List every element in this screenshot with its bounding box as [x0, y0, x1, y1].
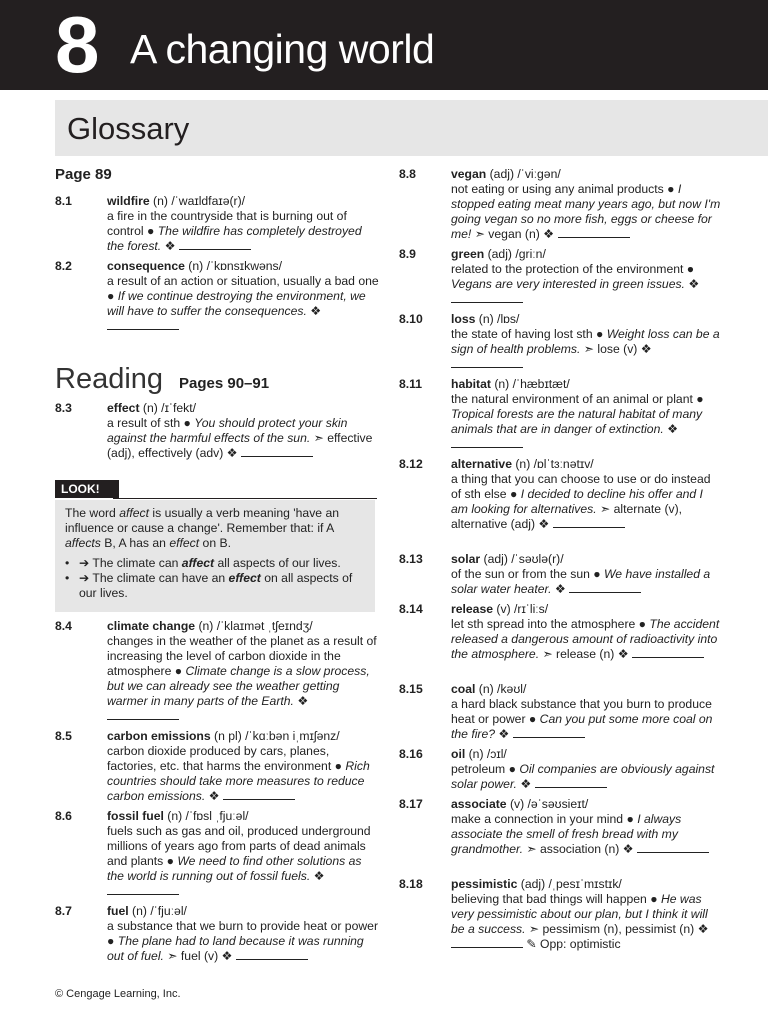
pronunciation: (adj) /ˈviːɡən/ [486, 167, 561, 181]
entry-number: 8.3 [55, 401, 72, 415]
chapter-header [0, 0, 768, 90]
headword: vegan [451, 167, 487, 181]
glossary-band [55, 100, 768, 156]
headword: carbon emissions [107, 729, 211, 743]
reading-pages: Pages 90–91 [179, 375, 270, 392]
pronunciation: (adj) /ˌpesɪˈmɪstɪk/ [517, 877, 622, 891]
entry-number: 8.2 [55, 259, 72, 273]
look-text: The word affect is usually a verb meaning 'have an influence or cause a change'. Remember that: if A affects B, A has an effect on B. [65, 506, 340, 550]
headword: wildfire [107, 194, 150, 208]
pronunciation: (n) /ˈklaɪmət ˌtʃeɪndʒ/ [195, 619, 313, 633]
headword: release [451, 602, 494, 616]
entry-body [451, 797, 723, 857]
answer-blank[interactable] [535, 777, 607, 788]
entry-body [451, 247, 723, 307]
definition: the state of having lost sth ● [451, 327, 607, 341]
headword: coal [451, 682, 476, 696]
related-forms: ➣ effective (adj), effectively (adv) ❖ [107, 431, 373, 460]
related-forms: ❖ [684, 277, 700, 291]
definition: a thing that you can choose to use or do instead of sth else ● [451, 472, 711, 501]
chapter-title: A changing world [130, 26, 435, 72]
entry-number: 8.16 [399, 747, 423, 761]
entry-number: 8.11 [399, 377, 423, 391]
related-forms: ❖ [161, 239, 179, 253]
example: You should protect your skin against the harmful effects of the sun. [107, 416, 348, 445]
headword: climate change [107, 619, 196, 633]
definition: a result of an action or situation, usually a bad one ● [107, 274, 379, 303]
answer-blank[interactable] [107, 709, 179, 720]
entry-body [451, 167, 723, 242]
answer-blank[interactable] [513, 727, 585, 738]
definition: make a connection in your mind ● [451, 812, 638, 826]
answer-blank[interactable] [241, 446, 313, 457]
example: He was very pessimistic about our plan, but I think it will be a success. [451, 892, 708, 936]
entry-body [107, 259, 379, 334]
definition: carbon dioxide produced by cars, planes, factories, etc. that harms the environment ● [107, 744, 346, 773]
entry-number: 8.10 [399, 312, 423, 326]
pronunciation: (n) /lɒs/ [475, 312, 520, 326]
pronunciation: (n) /ɔɪl/ [465, 747, 507, 761]
answer-blank[interactable] [107, 884, 179, 895]
related-forms: ➣ lose (v) ❖ [580, 342, 652, 356]
example: I stopped eating meat many years ago, but now I'm going vegan so no more fish, eggs or cheese for me! [451, 182, 721, 241]
entry-body [451, 312, 723, 372]
pronunciation: (n) /kəʊl/ [475, 682, 527, 696]
entry-body [107, 401, 379, 461]
headword: fuel [107, 904, 129, 918]
headword: pessimistic [451, 877, 518, 891]
related-forms: ➣ association (n) ❖ [523, 842, 637, 856]
example: Weight loss can be a sign of health problems. [451, 327, 720, 356]
headword: consequence [107, 259, 185, 273]
entry-body [107, 194, 379, 254]
example: Vegans are very interested in green issues. [451, 277, 685, 291]
entry-body [451, 457, 723, 532]
answer-blank[interactable] [223, 789, 295, 800]
pronunciation: (adj) /ɡriːn/ [484, 247, 546, 261]
headword: solar [451, 552, 481, 566]
related-forms: ❖ [663, 422, 679, 436]
example: The wildfire has completely destroyed the forest. [107, 224, 362, 253]
definition: not eating or using any animal products ● [451, 182, 678, 196]
chapter-number: 8 [55, 0, 100, 89]
entry-body [451, 682, 723, 742]
entry-body [451, 602, 723, 662]
entry-body [107, 904, 379, 964]
page-label: Page 89 [55, 166, 112, 183]
related-forms: ➣ release (n) ❖ [539, 647, 633, 661]
answer-blank[interactable] [451, 437, 523, 448]
definition: petroleum ● [451, 762, 520, 776]
pronunciation: (n) /ˈfjuːəl/ [128, 904, 187, 918]
entry-body [451, 377, 723, 452]
answer-blank[interactable] [236, 949, 308, 960]
answer-blank[interactable] [179, 239, 251, 250]
related-forms: ❖ [516, 777, 535, 791]
definition: changes in the weather of the planet as a result of increasing the level of carbon dioxide in the atmosphere ● [107, 634, 377, 678]
bullet-dot: • [65, 571, 70, 585]
example: Oil companies are obviously against solar power. [451, 762, 715, 791]
example: We have installed a solar water heater. [451, 567, 711, 596]
answer-blank[interactable] [553, 517, 625, 528]
definition: a substance that we burn to provide heat or power ● [107, 919, 378, 948]
definition: believing that bad things will happen ● [451, 892, 661, 906]
definition: a fire in the countryside that is burning out of control ● [107, 209, 347, 238]
entry-body [451, 747, 723, 792]
headword: habitat [451, 377, 491, 391]
related-forms: ❖ [310, 869, 325, 883]
example: The accident released a dangerous amount of radioactivity into the atmosphere. [451, 617, 720, 661]
definition: related to the protection of the environment ● [451, 262, 695, 276]
definition: a result of sth ● [107, 416, 195, 430]
example: Climate change is a slow process, but we can already see the weather getting warmer in many parts of the Earth. [107, 664, 370, 708]
answer-blank[interactable] [451, 357, 523, 368]
related-forms: ❖ [551, 582, 570, 596]
headword: oil [451, 747, 466, 761]
headword: fossil fuel [107, 809, 164, 823]
pronunciation: (n) /ɪˈfekt/ [139, 401, 196, 415]
definition: the natural environment of an animal or plant ● [451, 392, 704, 406]
entry-number: 8.14 [399, 602, 423, 616]
headword: associate [451, 797, 507, 811]
example: Tropical forests are the natural habitat of many animals that are in danger of extinction. [451, 407, 703, 436]
related-forms: ❖ [205, 789, 223, 803]
example: Rich countries should take more measures to reduce carbon emissions. [107, 759, 370, 803]
entry-number: 8.6 [55, 809, 72, 823]
entry-body [107, 619, 379, 724]
answer-blank[interactable] [451, 937, 523, 948]
pronunciation: (n) /ˈfɒsl ˌfjuːəl/ [163, 809, 249, 823]
entry-number: 8.13 [399, 552, 423, 566]
entry-number: 8.17 [399, 797, 423, 811]
headword: effect [107, 401, 140, 415]
opposite-note: ✎ Opp: optimistic [523, 937, 621, 951]
entry-number: 8.7 [55, 904, 72, 918]
answer-blank[interactable] [632, 647, 704, 658]
entry-body [451, 877, 723, 952]
look-divider [113, 498, 377, 499]
pronunciation: (n) /ɒlˈtɜːnətɪv/ [511, 457, 594, 471]
pronunciation: (n) /ˈhæbɪtæt/ [490, 377, 570, 391]
answer-blank[interactable] [451, 292, 523, 303]
glossary-title: Glossary [67, 111, 190, 146]
pronunciation: (v) /əˈsəʊsieɪt/ [506, 797, 589, 811]
related-forms: ➣ alternate (v), alternative (adj) ❖ [451, 502, 683, 531]
pronunciation: (n) /ˈwaɪldfaɪə(r)/ [149, 194, 246, 208]
definition: fuels such as gas and oil, produced underground millions of years ago from parts of dead animals and plants ● [107, 824, 371, 868]
look-box: The word affect is usually a verb meaning 'have an influence or cause a change'. Remember that: if A affects B, A has an effect on B. • ➔ The climate can affect all aspects of our lives. • ➔ The climate can have an effect on all aspects of our lives. [55, 500, 375, 612]
related-forms: ❖ [306, 304, 322, 318]
entry-number: 8.15 [399, 682, 423, 696]
example: Can you put some more coal on the fire? [451, 712, 713, 741]
pronunciation: (n) /ˈkɒnsɪkwəns/ [184, 259, 283, 273]
related-forms: ❖ [495, 727, 513, 741]
pronunciation: (adj) /ˈsəʊlə(r)/ [480, 552, 564, 566]
answer-blank[interactable] [558, 227, 630, 238]
entry-number: 8.8 [399, 167, 416, 181]
reading-title: Reading [55, 363, 164, 395]
example: I decided to decline his offer and I am looking for alternatives. [451, 487, 703, 516]
bullet-dot: • [65, 556, 70, 570]
headword: green [451, 247, 485, 261]
example: I always associate the smell of fresh bread with my grandmother. [451, 812, 682, 856]
entry-body [107, 729, 379, 804]
copyright-footer: © Cengage Learning, Inc. [55, 988, 181, 1000]
definition: a hard black substance that you burn to produce heat or power ● [451, 697, 712, 726]
entry-number: 8.12 [399, 457, 423, 471]
related-forms: ❖ [293, 694, 309, 708]
example: The plane had to land because it was running out of fuel. [107, 934, 364, 963]
answer-blank[interactable] [107, 319, 179, 330]
entry-number: 8.1 [55, 194, 72, 208]
example: We need to find other solutions as the world is running out of fossil fuels. [107, 854, 362, 883]
definition: let sth spread into the atmosphere ● [451, 617, 650, 631]
definition: of the sun or from the sun ● [451, 567, 605, 581]
pronunciation: (v) /rɪˈliːs/ [493, 602, 549, 616]
entry-number: 8.4 [55, 619, 72, 633]
entry-number: 8.18 [399, 877, 423, 891]
related-forms: ➣ vegan (n) ❖ [471, 227, 558, 241]
related-forms: ➣ pessimism (n), pessimist (n) ❖ [525, 922, 709, 936]
headword: loss [451, 312, 476, 326]
entry-number: 8.9 [399, 247, 416, 261]
example: If we continue destroying the environment, we will have to suffer the consequences. [107, 289, 366, 318]
headword: alternative [451, 457, 512, 471]
entry-body [107, 809, 379, 899]
answer-blank[interactable] [569, 582, 641, 593]
entry-number: 8.5 [55, 729, 72, 743]
look-label: LOOK! [55, 480, 119, 498]
entry-body [451, 552, 723, 597]
answer-blank[interactable] [637, 842, 709, 853]
related-forms: ➣ fuel (v) ❖ [163, 949, 236, 963]
pronunciation: (n pl) /ˈkɑːbən iˌmɪʃənz/ [210, 729, 340, 743]
